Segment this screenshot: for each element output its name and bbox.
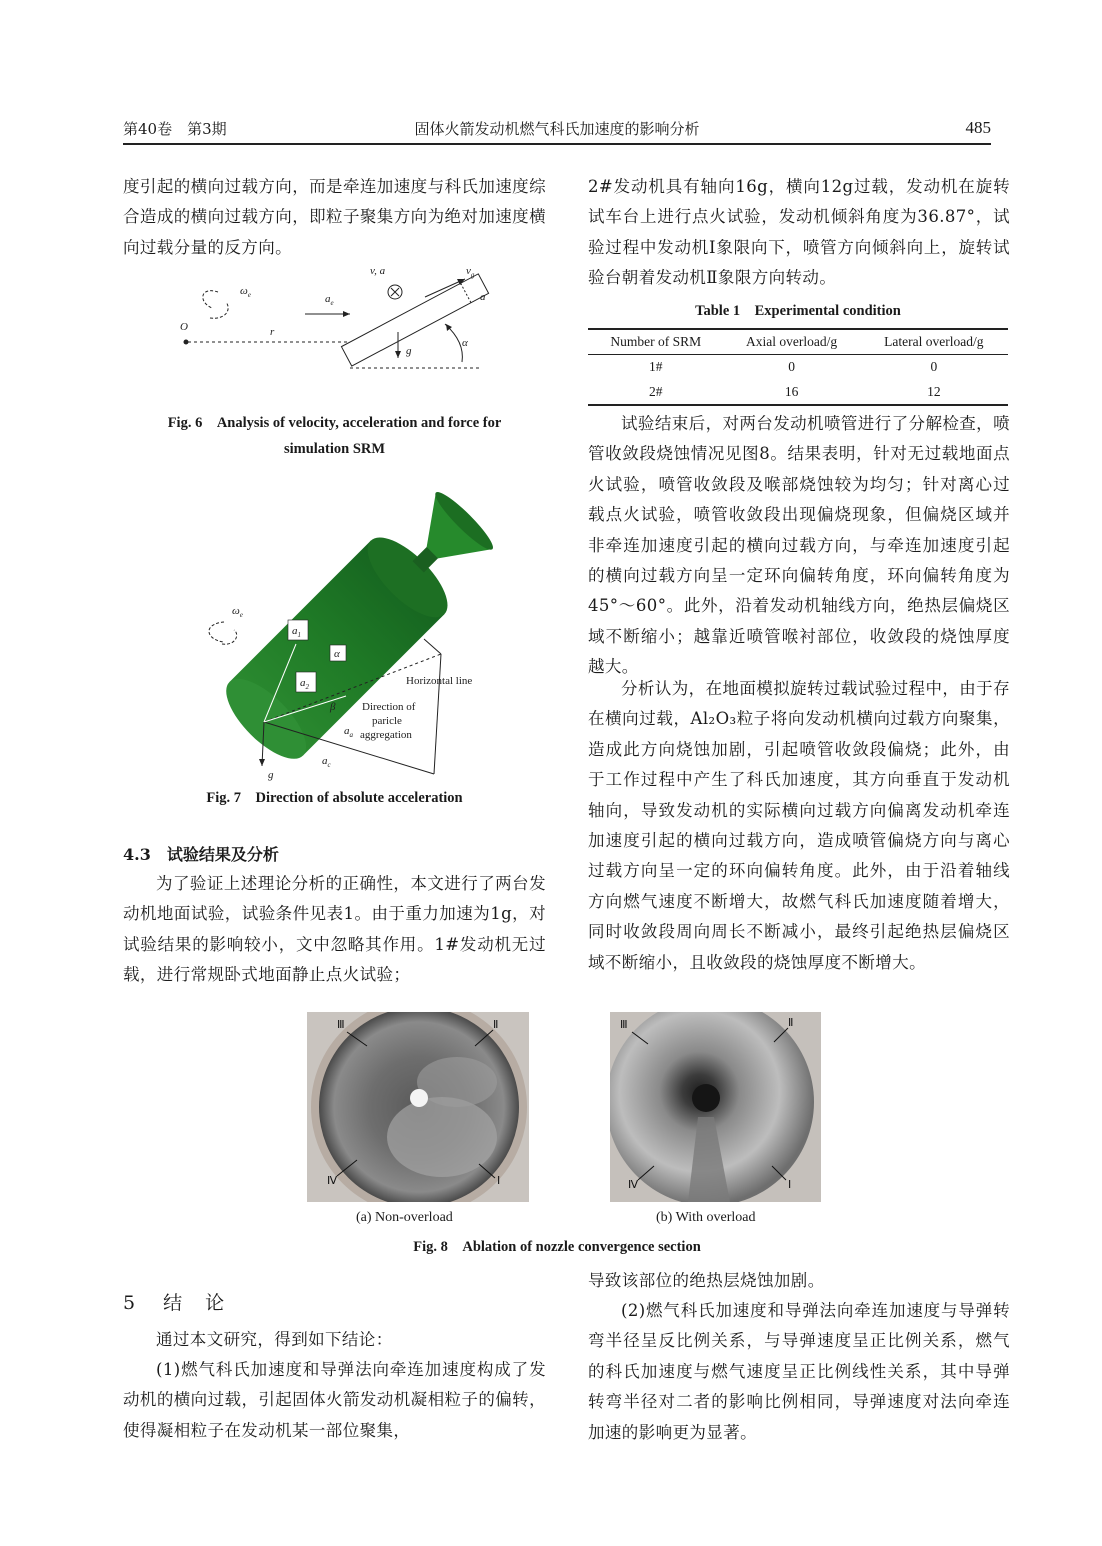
fig7-direction-label-3: aggregation (360, 729, 412, 741)
fig6-ve-label: $v_g$ (466, 265, 475, 279)
table-cell: 12 (860, 380, 1008, 405)
table-cell: 2# (588, 380, 724, 405)
table-cell: 1# (649, 359, 663, 375)
fig8b-label-ii: Ⅱ (788, 1017, 794, 1029)
table-row (588, 355, 1008, 380)
figure-6-caption-line1: Fig. 6 Analysis of velocity, acceleration and force for (167, 415, 502, 431)
fig7-g-label: g (268, 769, 274, 781)
table-1-title: Table 1 Experimental condition (695, 303, 901, 319)
experimental-condition-table (588, 328, 1008, 406)
fig8b-label-iii: Ⅲ (620, 1019, 628, 1031)
table-row (588, 380, 1008, 405)
table-header-cell: Number of SRM (588, 329, 724, 355)
figure-7-diagram (196, 484, 496, 784)
fig6-ae-label: $a_e$ (325, 293, 334, 307)
fig8a-label-i: Ⅰ (497, 1175, 501, 1187)
figure-7-caption: Fig. 7 Direction of absolute acceleration (206, 790, 463, 806)
page-number: 485 (965, 118, 991, 137)
table-cell: 0 (930, 359, 938, 375)
fig7-beta-label: β (330, 701, 336, 713)
section-5-title: 结 论 (163, 1292, 227, 1314)
figure-8a-subcaption: (a) Non-overload (356, 1210, 453, 1225)
section-5-heading (123, 1288, 226, 1315)
fig7-aa-label: $a_a$ (344, 725, 353, 739)
fig8b-label-iv: Ⅳ (628, 1179, 639, 1191)
fig8a-label-iii: Ⅲ (337, 1019, 345, 1031)
fig6-v-a-label: v, a (370, 265, 386, 277)
figure-6-diagram (170, 262, 510, 377)
section-5-number: 5 (123, 1292, 138, 1314)
fig6-a-label: a (480, 291, 486, 303)
conclusion-item-1-continued: 导致该部位的绝热层烧蚀加剧。 (588, 1271, 825, 1290)
table-header-cell: Axial overload/g (724, 329, 860, 355)
journal-running-title: 固体火箭发动机燃气科氏加速度的影响分析 (414, 120, 700, 138)
fig7-ac-label: $a_c$ (322, 755, 331, 769)
fig7-direction-label-1: Direction of (362, 701, 416, 713)
fig7-alpha-label: α (334, 648, 340, 660)
section-4-3-heading: 4.3 试验结果及分析 (123, 845, 279, 864)
running-header (123, 116, 991, 146)
fig7-a2-label: $a_2$ (300, 677, 309, 691)
fig8b-label-i: Ⅰ (788, 1179, 792, 1191)
right-paragraph-2: 试验结束后，对两台发动机喷管进行了分解检查，喷管收敛段烧蚀情况见图8。结果表明，针对无过载地面点火试验，喷管收敛段及喉部烧蚀较为均匀；针对离心过载点火试验，喷管收敛段出现偏烧现象，但偏烧区域并非牵连加速度引起的横向过载方向，与牵连加速度引起的横向过载方向呈一定环向偏转角度，环向偏转角度为45°～60°。此外，沿着发动机轴线方向，绝热层偏烧区域不断缩小；越靠近喷管喉衬部位，收敛段的烧蚀厚度越大。 (588, 414, 1010, 677)
conclusion-item-2: (2)燃气科氏加速度和导弹法向牵连加速度与导弹转弯半径呈反比例关系，与导弹速度呈正比例关系，燃气的科氏加速度与燃气速度呈正比例线性关系，其中导弹转弯半径对二者的影响比例相同，导弹速度对法向牵连加速的影响更为显著。 (588, 1301, 1010, 1442)
fig7-direction-label-2: paricle (372, 715, 402, 727)
fig6-omega-label: $\omega_e$ (240, 285, 251, 299)
header-rule (123, 143, 991, 145)
volume-issue: 第40卷 第3期 (123, 120, 227, 138)
table-cell: 16 (724, 380, 860, 405)
fig7-horizontal-label: Horizontal line (406, 675, 473, 687)
fig6-origin-label: O (180, 321, 188, 333)
left-paragraph-1: 度引起的横向过载方向，而是牵连加速度与科氏加速度综合造成的横向过载方向，即粒子聚集方向为绝对加速度横向过载分量的反方向。 (123, 177, 546, 257)
fig6-r-label: r (270, 326, 275, 338)
figure-6-caption (123, 410, 546, 462)
fig7-omega-label: $\omega_e$ (232, 605, 243, 619)
right-paragraph-3: 分析认为，在地面模拟旋转过载试验过程中，由于存在横向过载，Al₂O₃粒子将向发动机横向过载方向聚集，造成此方向烧蚀加剧，引起喷管收敛段偏烧；此外，由于工作过程中产生了科氏加速度，其方向垂直于发动机轴向，导致发动机的实际横向过载方向偏离发动机牵连加速度引起的横向过载方向，造成喷管偏烧方向与离心过载方向呈一定的环向偏转角度。此外，由于沿着轴线方向燃气速度不断增大，故燃气科氏加速度随着增大，同时收敛段周向周长不断减小，最终引起绝热层偏烧区域不断缩小，且收敛段的烧蚀厚度不断增大。 (588, 679, 1010, 972)
table-header-cell: Lateral overload/g (860, 329, 1008, 355)
figure-8-caption: Fig. 8 Ablation of nozzle convergence section (413, 1239, 701, 1255)
conclusion-intro: 通过本文研究，得到如下结论： (156, 1330, 393, 1349)
fig7-a1-label: $a_1$ (292, 625, 301, 639)
conclusion-item-1: (1)燃气科氏加速度和导弹法向牵连加速度构成了发动机的横向过载，引起固体火箭发动机凝相粒子的偏转，使得凝相粒子在发动机某一部位聚集， (123, 1360, 546, 1440)
table-cell: 0 (788, 359, 795, 375)
right-paragraph-1: 2#发动机具有轴向16g，横向12g过载，发动机在旋转试车台上进行点火试验，发动机倾斜角度为36.87°，试验过程中发动机Ⅰ象限向下，喷管方向倾斜向上，旋转试验台朝着发动机Ⅱ象限方向转动。 (588, 177, 1010, 288)
figure-8a-photo (307, 1012, 529, 1202)
figure-8b-photo (610, 1012, 821, 1202)
left-paragraph-2: 为了验证上述理论分析的正确性，本文进行了两台发动机地面试验，试验条件见表1。由于重力加速为1g，对试验结果的影响较小，文中忽略其作用。1#发动机无过载，进行常规卧式地面静止点火试验； (123, 874, 546, 985)
figure-8b-subcaption: (b) With overload (656, 1210, 756, 1225)
fig8a-label-ii: Ⅱ (493, 1019, 499, 1031)
fig6-g-label: g (406, 345, 412, 357)
fig6-alpha-label: α (462, 337, 468, 349)
fig8a-label-iv: Ⅳ (327, 1175, 338, 1187)
figure-6-caption-line2: simulation SRM (283, 441, 386, 457)
table-header-row (588, 329, 1008, 355)
